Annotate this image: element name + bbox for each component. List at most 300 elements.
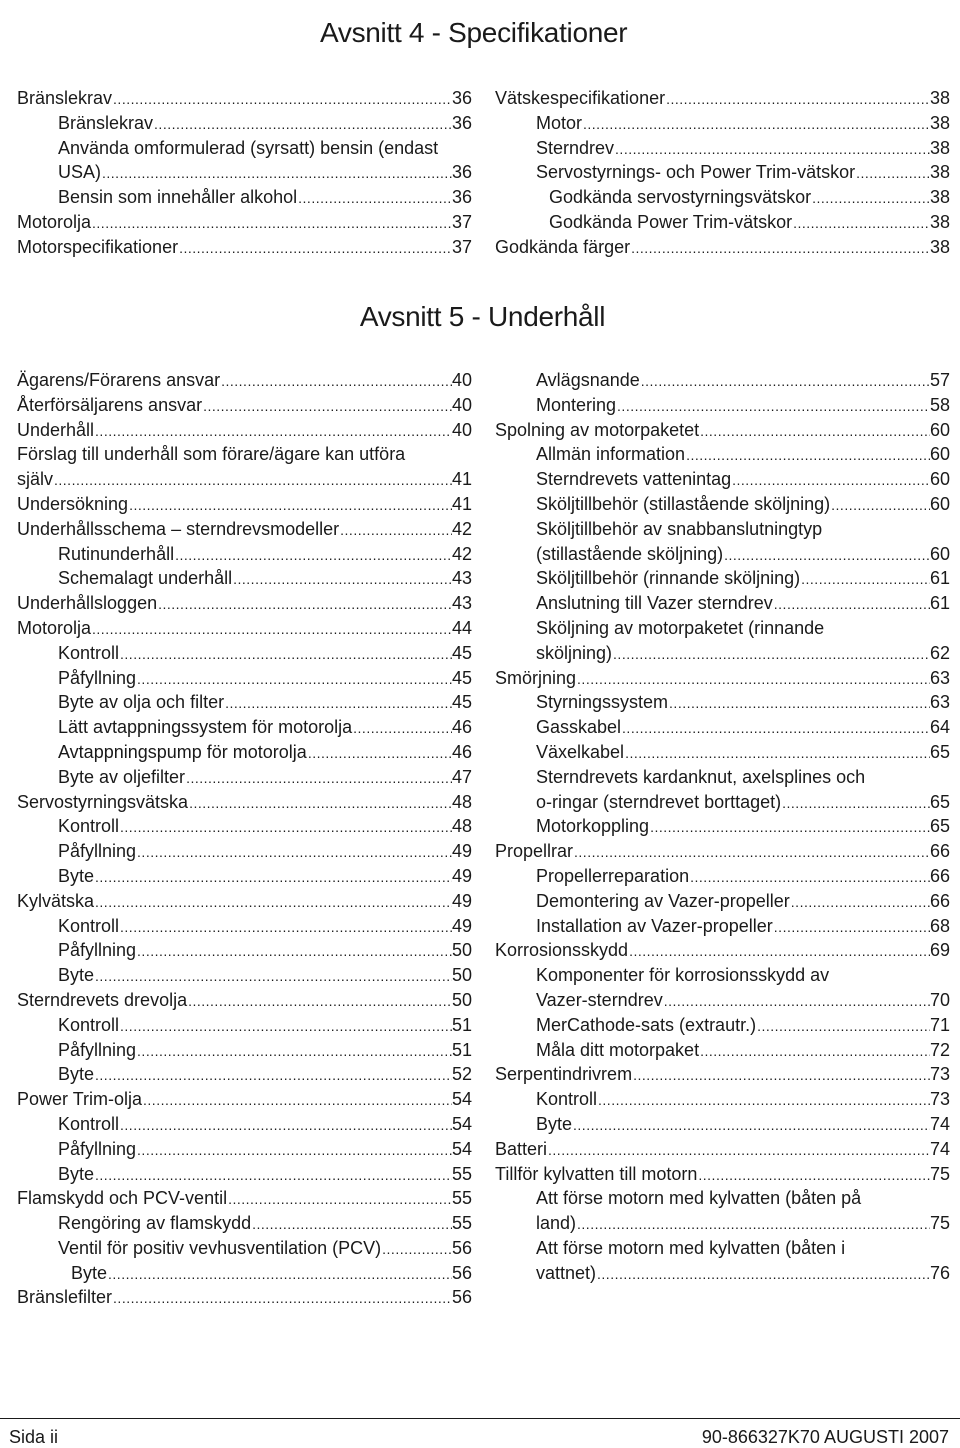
toc-entry-text: Lätt avtappningssystem för motorolja (58, 717, 353, 738)
dot-leader (94, 1163, 452, 1188)
toc-entry-text: Serpentindrivrem (495, 1064, 633, 1085)
toc-entry-text: Styrningssystem (536, 692, 669, 713)
toc-entry[interactable] (495, 814, 950, 839)
toc-entry[interactable] (495, 442, 950, 467)
toc-entry[interactable] (17, 1087, 472, 1112)
toc-entry[interactable] (495, 1112, 950, 1137)
toc-entry[interactable] (17, 864, 472, 889)
toc-entry-text: Servostyrningsvätska (17, 791, 189, 812)
dot-leader (576, 1212, 930, 1237)
dot-leader (572, 1113, 930, 1138)
dot-leader (630, 236, 930, 261)
dot-leader (663, 989, 930, 1014)
toc-entry[interactable] (495, 914, 950, 939)
dot-leader (597, 1088, 930, 1113)
dot-leader (142, 1088, 452, 1113)
toc-entry-text: Byte (58, 1163, 95, 1184)
toc-entry-page-number: 73 (929, 1064, 950, 1085)
dot-leader (614, 137, 930, 162)
toc-entry-text: Rutinunderhåll (58, 543, 175, 564)
toc-entry-page-number: 60 (929, 419, 950, 440)
toc-entry[interactable] (495, 393, 950, 418)
dot-leader (573, 840, 930, 865)
dot-leader (94, 964, 452, 989)
toc-entry-text: Tillför kylvatten till motorn (495, 1163, 698, 1184)
dot-leader (232, 567, 452, 592)
toc-entry-page-number: 58 (929, 394, 950, 415)
toc-entry-page-number: 42 (451, 543, 472, 564)
toc-entry-page-number: 66 (929, 865, 950, 886)
toc-entry-text: Kontroll (536, 1089, 598, 1110)
toc-entry-page-number: 60 (929, 493, 950, 514)
toc-entry-text: Sterndrev (536, 137, 615, 158)
toc-entry[interactable] (17, 1062, 472, 1087)
toc-entry-page-number: 37 (451, 236, 472, 257)
toc-entry-page-number: 65 (929, 791, 950, 812)
toc-entry-text: Byte av olja och filter (58, 692, 225, 713)
toc-entry-page-number: 61 (929, 568, 950, 589)
toc-entry-page-number: 41 (451, 493, 472, 514)
toc-entry-page-number: 40 (451, 394, 472, 415)
toc-entry[interactable] (495, 790, 950, 815)
toc-entry-page-number: 38 (929, 137, 950, 158)
toc-entry-text: Allmän information (536, 444, 686, 465)
toc-entry-page-number: 49 (451, 890, 472, 911)
toc-entry-page-number: 42 (451, 518, 472, 539)
dot-leader (128, 493, 452, 518)
toc-entry[interactable] (17, 111, 472, 136)
toc-entry-text: Schemalagt underhåll (58, 568, 233, 589)
toc-entry[interactable] (17, 715, 472, 740)
toc-entry[interactable] (495, 591, 950, 616)
toc-entry-text: Påfyllning (58, 1138, 137, 1159)
toc-entry-page-number: 66 (929, 841, 950, 862)
toc-entry-text: Byte (536, 1113, 573, 1134)
dot-leader (224, 691, 452, 716)
dot-leader (756, 1014, 930, 1039)
section-5-toc-column-right (495, 368, 950, 1285)
dot-leader (220, 369, 452, 394)
toc-entry[interactable] (495, 1137, 950, 1162)
toc-entry-page-number: 38 (929, 236, 950, 257)
toc-entry-page-number: 43 (451, 593, 472, 614)
dot-leader (153, 112, 452, 137)
toc-entry-page-number: 45 (451, 692, 472, 713)
toc-entry-text: Motorkoppling (536, 816, 650, 837)
dot-leader (112, 87, 452, 112)
dot-leader (187, 989, 452, 1014)
toc-entry-page-number: 56 (451, 1237, 472, 1258)
dot-leader (773, 915, 930, 940)
toc-entry-text: Underhållsschema – sterndrevsmodeller (17, 518, 340, 539)
toc-entry-text: Avlägsnande (536, 370, 640, 390)
dot-leader (632, 1063, 930, 1088)
toc-entry-text: Förslag till underhåll som förare/ägare kan utföra (17, 444, 406, 465)
toc-entry[interactable] (17, 418, 472, 443)
section-5-title: Avsnitt 5 - Underhåll (359, 301, 606, 332)
dot-leader (188, 791, 452, 816)
dot-leader (381, 1237, 452, 1262)
dot-leader (91, 617, 452, 642)
toc-entry-text: Påfyllning (58, 667, 137, 688)
dot-leader (352, 716, 452, 741)
toc-entry-text: Korrosionsskydd (495, 940, 629, 961)
toc-entry[interactable] (495, 210, 950, 235)
toc-entry[interactable] (495, 740, 950, 765)
toc-entry[interactable] (495, 235, 950, 260)
toc-entry-page-number: 61 (929, 593, 950, 614)
toc-entry[interactable] (17, 517, 472, 542)
toc-entry-page-number: 49 (451, 915, 472, 936)
toc-entry[interactable] (17, 160, 472, 185)
toc-entry[interactable] (17, 542, 472, 567)
toc-entry-page-number: 70 (929, 989, 950, 1010)
toc-entry-page-number: 72 (929, 1039, 950, 1060)
toc-entry[interactable] (495, 1236, 950, 1261)
toc-entry[interactable] (495, 111, 950, 136)
section-4-toc-column-right (495, 86, 950, 260)
toc-entry-text: Kontroll (58, 816, 120, 837)
toc-entry[interactable] (17, 938, 472, 963)
toc-entry-text: Installation av Vazer-propeller (536, 915, 773, 936)
toc-entry-text: Påfyllning (58, 1039, 137, 1060)
toc-entry[interactable] (495, 542, 950, 567)
toc-entry[interactable] (17, 1261, 472, 1286)
toc-entry[interactable] (17, 1162, 472, 1187)
toc-entry-text: Kontroll (58, 642, 120, 663)
dot-leader (616, 394, 930, 419)
toc-entry-page-number: 75 (929, 1163, 950, 1184)
toc-entry[interactable] (495, 368, 950, 393)
dot-leader (136, 939, 452, 964)
toc-entry-page-number: 56 (451, 1287, 472, 1308)
toc-entry[interactable] (495, 963, 950, 988)
dot-leader (855, 161, 930, 186)
dot-leader (723, 543, 930, 568)
toc-entry-page-number: 51 (451, 1014, 472, 1035)
toc-entry-text: Propellerreparation (536, 865, 690, 886)
toc-entry[interactable] (17, 235, 472, 260)
toc-entry-page-number: 44 (451, 617, 472, 638)
toc-entry-text: Komponenter för korrosionsskydd av (536, 965, 830, 986)
toc-entry-page-number: 54 (451, 1138, 472, 1159)
toc-entry[interactable] (495, 136, 950, 161)
toc-entry[interactable] (495, 715, 950, 740)
toc-entry-text: Motor (536, 112, 583, 133)
dot-leader (94, 890, 452, 915)
toc-entry[interactable] (17, 1038, 472, 1063)
toc-entry[interactable] (17, 442, 472, 467)
toc-entry-page-number: 36 (451, 112, 472, 133)
toc-entry-text: Använda omformulerad (syrsatt) bensin (endast (58, 137, 439, 158)
dot-leader (731, 468, 930, 493)
toc-entry-page-number: 38 (929, 112, 950, 133)
toc-entry[interactable] (17, 1211, 472, 1236)
toc-entry-text: sköljning) (536, 642, 613, 663)
toc-entry-text: Bensin som innehåller alkohol (58, 187, 298, 208)
toc-entry-text: Ägarens/Förarens ansvar (17, 370, 221, 390)
toc-entry[interactable] (495, 889, 950, 914)
toc-entry-page-number: 41 (451, 469, 472, 490)
toc-entry-text: Batteri (495, 1138, 548, 1159)
dot-leader (91, 211, 452, 236)
toc-entry[interactable] (17, 210, 472, 235)
toc-entry-page-number: 55 (451, 1213, 472, 1234)
dot-leader (339, 518, 452, 543)
toc-entry-page-number: 38 (929, 162, 950, 183)
toc-entry-text: Avtappningspump för motorolja (58, 741, 307, 762)
dot-leader (101, 161, 452, 186)
toc-entry[interactable] (17, 393, 472, 418)
toc-entry[interactable] (17, 690, 472, 715)
toc-entry[interactable] (495, 467, 950, 492)
toc-entry[interactable] (495, 1013, 950, 1038)
toc-entry[interactable] (17, 1137, 472, 1162)
toc-entry-text: Kontroll (58, 915, 120, 936)
toc-entry-text: Gasskabel (536, 717, 622, 738)
toc-entry-page-number: 54 (451, 1113, 472, 1134)
toc-entry-page-number: 68 (929, 915, 950, 936)
dot-leader (628, 939, 930, 964)
toc-entry-page-number: 66 (929, 890, 950, 911)
toc-entry-page-number: 50 (451, 940, 472, 961)
toc-entry-page-number: 76 (929, 1262, 950, 1283)
dot-leader (596, 1262, 930, 1287)
toc-entry[interactable] (495, 517, 950, 542)
toc-entry[interactable] (495, 1087, 950, 1112)
toc-entry[interactable] (17, 1013, 472, 1038)
toc-entry[interactable] (17, 641, 472, 666)
toc-entry[interactable] (17, 566, 472, 591)
dot-leader (811, 186, 930, 211)
toc-entry-page-number: 52 (451, 1064, 472, 1085)
dot-leader (307, 741, 452, 766)
toc-entry[interactable] (495, 938, 950, 963)
page-number: Sida ii (9, 1427, 59, 1447)
toc-entry-text: Byte av oljefilter (58, 766, 186, 787)
toc-entry-text: Sköljtillbehör (rinnande sköljning) (536, 568, 801, 589)
toc-entry-text: MerCathode-sats (extrautr.) (536, 1014, 757, 1035)
toc-entry-text: Sköljtillbehör (stillastående sköljning) (536, 493, 831, 514)
toc-entry-page-number: 69 (929, 940, 950, 961)
toc-entry-text: vattnet) (536, 1262, 597, 1283)
toc-entry[interactable] (495, 566, 950, 591)
toc-entry[interactable] (17, 740, 472, 765)
toc-entry-text: Propellrar (495, 841, 574, 862)
toc-entry[interactable] (17, 467, 472, 492)
toc-entry-page-number: 71 (929, 1014, 950, 1035)
dot-leader (112, 1286, 452, 1311)
toc-entry-text: Flamskydd och PCV-ventil (17, 1188, 228, 1209)
toc-entry[interactable] (17, 368, 472, 393)
toc-entry[interactable] (17, 889, 472, 914)
toc-entry[interactable] (17, 591, 472, 616)
dot-leader (697, 1163, 930, 1188)
dot-leader (668, 691, 930, 716)
toc-entry-page-number: 46 (451, 741, 472, 762)
toc-entry-page-number: 46 (451, 717, 472, 738)
toc-entry[interactable] (17, 86, 472, 111)
toc-entry-text: Återförsäljarens ansvar (17, 394, 203, 415)
toc-entry-text: (stillastående sköljning) (536, 543, 724, 564)
toc-entry-page-number: 50 (451, 965, 472, 986)
toc-entry[interactable] (495, 839, 950, 864)
dot-leader (185, 766, 452, 791)
dot-leader (119, 642, 452, 667)
toc-entry-text: Smörjning (495, 667, 577, 688)
toc-entry[interactable] (495, 988, 950, 1013)
toc-entry-text: Påfyllning (58, 841, 137, 862)
toc-entry-text: Kontroll (58, 1113, 120, 1134)
dot-leader (136, 667, 452, 692)
toc-entry-page-number: 60 (929, 469, 950, 490)
toc-entry-text: Byte (58, 1064, 95, 1085)
toc-entry-text: Bränslekrav (58, 112, 154, 133)
toc-entry-text: Power Trim-olja (17, 1089, 143, 1110)
toc-entry-text: Byte (58, 865, 95, 886)
toc-entry-page-number: 38 (929, 187, 950, 208)
toc-entry[interactable] (17, 963, 472, 988)
toc-entry-page-number: 64 (929, 717, 950, 738)
dot-leader (685, 443, 930, 468)
toc-entry-page-number: 54 (451, 1089, 472, 1110)
toc-entry-text: Ventil för positiv vevhusventilation (PCV) (58, 1237, 382, 1258)
toc-entry[interactable] (495, 492, 950, 517)
toc-entry[interactable] (17, 1186, 472, 1211)
toc-entry-text: Bränslefilter (17, 1287, 113, 1308)
toc-entry-text: Montering (536, 394, 617, 415)
toc-entry[interactable] (17, 492, 472, 517)
toc-entry-text: Att förse motorn med kylvatten (båten på (536, 1188, 862, 1209)
dot-leader (699, 1039, 930, 1064)
toc-entry[interactable] (495, 185, 950, 210)
toc-entry[interactable] (495, 690, 950, 715)
toc-entry[interactable] (495, 666, 950, 691)
toc-entry-text: Underhåll (17, 419, 95, 440)
toc-entry[interactable] (17, 1112, 472, 1137)
toc-entry-page-number: 56 (451, 1262, 472, 1283)
toc-entry[interactable] (495, 1062, 950, 1087)
toc-entry[interactable] (17, 988, 472, 1013)
dot-leader (624, 741, 930, 766)
dot-leader (251, 1212, 452, 1237)
dot-leader (157, 592, 452, 617)
toc-entry-page-number: 60 (929, 543, 950, 564)
toc-entry-page-number: 36 (451, 88, 472, 108)
toc-entry-page-number: 60 (929, 444, 950, 465)
toc-entry-text: Sterndrevets vattenintag (536, 469, 732, 490)
dot-leader (94, 1063, 452, 1088)
toc-entry-page-number: 40 (451, 370, 472, 390)
toc-entry-page-number: 50 (451, 989, 472, 1010)
toc-entry[interactable] (495, 86, 950, 111)
toc-entry[interactable] (495, 1162, 950, 1187)
dot-leader (53, 468, 452, 493)
toc-entry[interactable] (17, 185, 472, 210)
toc-entry-page-number: 48 (451, 791, 472, 812)
dot-leader (699, 419, 930, 444)
toc-entry[interactable] (495, 641, 950, 666)
toc-entry-text: Kylvätska (17, 890, 95, 911)
toc-entry-text: Undersökning (17, 493, 129, 514)
dot-leader (582, 112, 930, 137)
toc-entry-text: Motorolja (17, 617, 92, 638)
toc-entry[interactable] (17, 914, 472, 939)
dot-leader (830, 493, 930, 518)
toc-entry[interactable] (17, 1236, 472, 1261)
dot-leader (94, 419, 452, 444)
toc-entry[interactable] (495, 1186, 950, 1211)
toc-entry-page-number: 38 (929, 88, 950, 108)
toc-entry-text: Bränslekrav (17, 88, 113, 108)
toc-entry-page-number: 62 (929, 642, 950, 663)
toc-entry-text: Påfyllning (58, 940, 137, 961)
toc-entry[interactable] (495, 616, 950, 641)
toc-entry-page-number: 43 (451, 568, 472, 589)
document-code-date: 90-866327K70 AUGUSTI 2007 (701, 1427, 949, 1447)
toc-entry-text: Sköljning av motorpaketet (rinnande (536, 617, 825, 638)
toc-entry-page-number: 75 (929, 1213, 950, 1234)
toc-entry[interactable] (495, 765, 950, 790)
toc-entry-page-number: 38 (929, 211, 950, 232)
toc-entry-page-number: 37 (451, 211, 472, 232)
toc-entry[interactable] (17, 136, 472, 161)
toc-entry[interactable] (495, 1261, 950, 1286)
toc-entry[interactable] (495, 1211, 950, 1236)
toc-entry-text: Måla ditt motorpaket (536, 1039, 700, 1060)
toc-entry[interactable] (17, 666, 472, 691)
toc-entry-text: Motorspecifikationer (17, 236, 179, 257)
toc-entry[interactable] (17, 765, 472, 790)
toc-entry[interactable] (17, 790, 472, 815)
dot-leader (107, 1262, 452, 1287)
toc-entry-text: Godkända färger (495, 236, 631, 257)
toc-entry[interactable] (17, 839, 472, 864)
section-4-title: Avsnitt 4 - Specifikationer (320, 17, 628, 48)
toc-entry-page-number: 55 (451, 1163, 472, 1184)
page-footer (0, 1418, 960, 1448)
toc-entry[interactable] (495, 160, 950, 185)
toc-entry-page-number: 51 (451, 1039, 472, 1060)
toc-entry[interactable] (495, 418, 950, 443)
section-5-toc-column-left (17, 368, 472, 1310)
toc-entry[interactable] (17, 1285, 472, 1310)
toc-entry[interactable] (17, 814, 472, 839)
toc-entry-page-number: 57 (929, 370, 950, 390)
toc-entry-text: Sköljtillbehör av snabbanslutningtyp (536, 518, 823, 539)
toc-entry-text: Växelkabel (536, 741, 625, 762)
toc-entry-text: själv (17, 469, 54, 490)
toc-entry[interactable] (495, 864, 950, 889)
toc-entry-text: Godkända servostyrningsvätskor (549, 187, 812, 208)
toc-entry-page-number: 65 (929, 816, 950, 837)
dot-leader (227, 1187, 452, 1212)
toc-entry[interactable] (17, 616, 472, 641)
dot-leader (781, 791, 930, 816)
dot-leader (773, 592, 930, 617)
dot-leader (202, 394, 452, 419)
dot-leader (547, 1138, 930, 1163)
toc-entry-page-number: 63 (929, 692, 950, 713)
dot-leader (94, 865, 452, 890)
toc-entry-text: Spolning av motorpaketet (495, 419, 700, 440)
toc-entry[interactable] (495, 1038, 950, 1063)
dot-leader (174, 543, 452, 568)
dot-leader (136, 1039, 452, 1064)
dot-leader (640, 369, 930, 394)
section-4-toc-column-left (17, 86, 472, 260)
toc-entry-text: Servostyrnings- och Power Trim-vätskor (536, 162, 856, 183)
